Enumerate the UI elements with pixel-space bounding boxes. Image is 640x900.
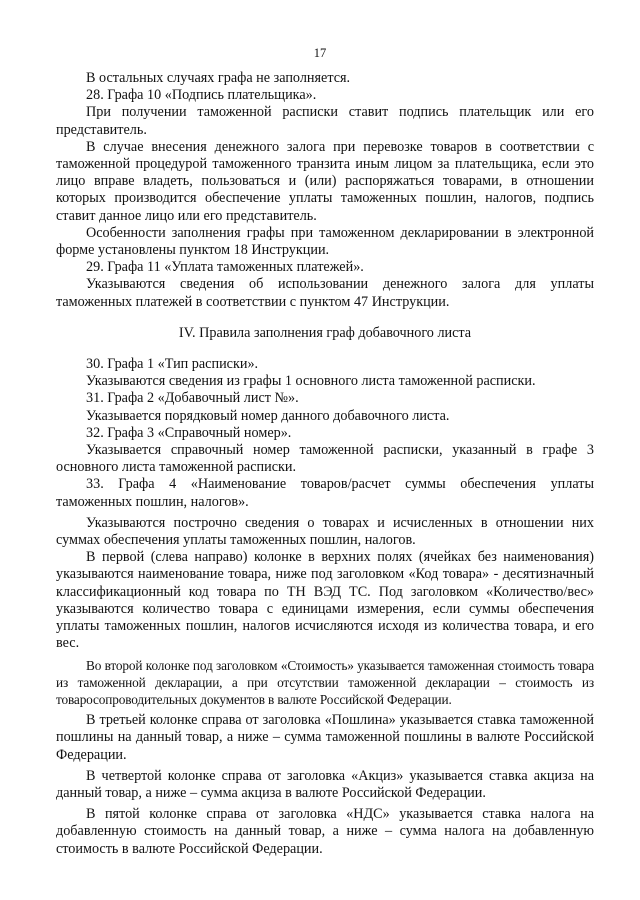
item-heading: 30. Графа 1 «Тип расписки». [86,356,259,373]
paragraph: В четвертой колонке справа от заголовка «Акциз» указывается ставка акциза на данный товар, а ниже – сумма акциза в валюте Российской Федерации. [56,767,594,801]
paragraph: В первой (слева направо) колонке в верхних полях (ячейках без наименования) указываются наименование товара, ниже под заголовком «Код товара» - десятизначный классификационный код товара по ТН ВЭД ТС. Под заголовком «Количество/вес» указываются количество товара с единицами измерения, если суммы обеспечения уплаты таможенных пошлин, налогов исчисляются исходя из количества товара, и его вес. [56,549,594,652]
item-heading: 31. Графа 2 «Добавочный лист №». [86,390,299,407]
paragraph: В третьей колонке справа от заголовка «Пошлина» указывается ставка таможенной пошлины на данный товар, а ниже – сумма таможенной пошлины в валюте Российской Федерации. [56,712,594,763]
paragraph: Указываются сведения об использовании денежного залога для уплаты таможенных платежей в соответствии с пунктом 47 Инструкции. [56,276,594,310]
section-heading: IV. Правила заполнения граф добавочного листа [178,324,472,341]
document-body [56,70,594,858]
paragraph: Указывается справочный номер таможенной расписки, указанный в графе 3 основного листа таможенной расписки. [56,442,594,476]
paragraph: В пятой колонке справа от заголовка «НДС» указывается ставка налога на добавленную стоимость на данный товар, а ниже – сумма налога на добавленную стоимость в валюте Российской Федерации. [56,806,594,857]
paragraph: Особенности заполнения графы при таможенном декларировании в электронной форме установлены пунктом 18 Инструкции. [56,224,594,259]
paragraph: При получении таможенной расписки ставит подпись плательщик или его представитель. [56,104,594,138]
paragraph: Указываются построчно сведения о товарах и исчисленных в отношении них суммах обеспечения уплаты таможенных пошлин, налогов. [56,514,594,549]
item-heading: 29. Графа 11 «Уплата таможенных платежей». [86,259,364,276]
item-heading: 28. Графа 10 «Подпись плательщика». [86,87,317,104]
paragraph: Во второй колонке под заголовком «Стоимость» указывается таможенная стоимость товара из таможенной декларации, а при отсутствии таможенной декларации – стоимость из товаросопроводительных документов в валюте Российской Федерации. [56,657,594,707]
paragraph: Указываются сведения из графы 1 основного листа таможенной расписки. [86,373,536,390]
paragraph: Указывается порядковый номер данного добавочного листа. [86,407,450,424]
item-heading: 32. Графа 3 «Справочный номер». [86,424,292,441]
item-heading: 33. Графа 4 «Наименование товаров/расчет суммы обеспечения уплаты таможенных пошлин, налогов». [56,476,594,510]
paragraph: В случае внесения денежного залога при перевозке товаров в соответствии с таможенной процедурой таможенного транзита иным лицом за плательщика, если это лицо вправе владеть, пользоваться и (или) распоряжаться товарами, в отношении которых производится обеспечение уплаты таможенных пошлин, налогов, подпись ставит данное лицо или его представитель. [56,138,594,224]
page-number: 17 [313,46,327,60]
paragraph: В остальных случаях графа не заполняется. [86,70,351,86]
